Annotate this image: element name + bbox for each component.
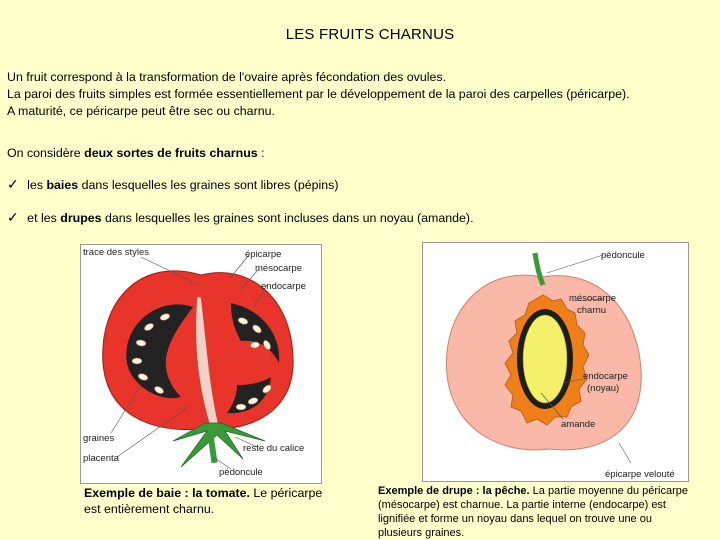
tomato-illustration (81, 245, 321, 483)
tomato-label-pedoncule: pédoncule (219, 467, 263, 478)
peach-label-epicarpe: épicarpe velouté (605, 469, 675, 480)
peach-label-amande: amande (561, 419, 596, 430)
tomato-label-endocarpe: endocarpe (261, 281, 306, 292)
peach-almond (523, 315, 567, 403)
peach-caption-rest: La partie moyenne du péricarpe (mésocarpe) est charnue. La partie interne (endocarpe) est lignifiée et forme un noyau dans lequel on trouve une ou plusieurs graines. (378, 485, 688, 539)
check-icon: ✓ (7, 209, 19, 225)
tomato-label-mesocarpe: mésocarpe (255, 263, 302, 274)
tomato-figure (80, 244, 322, 484)
bullet-bold: baies (46, 178, 79, 192)
peach-label-pedoncule: pédoncule (601, 250, 645, 261)
check-icon: ✓ (7, 176, 19, 192)
consider-before: On considère (7, 146, 85, 160)
peach-label-endocarpe: endocarpe (583, 371, 628, 382)
peach-caption (378, 484, 698, 540)
page-title: LES FRUITS CHARNUS (285, 26, 455, 43)
peach-label-charnu: charnu (577, 305, 607, 316)
consider-bold: deux sortes de fruits charnus (84, 146, 258, 160)
intro-line-1: Un fruit correspond à la transformation de l'ovaire après fécondation des ovules. (7, 70, 447, 84)
tomato-label-epicarpe: épicarpe (245, 249, 282, 260)
intro-paragraph (7, 69, 717, 120)
bullet-text: et les (23, 211, 61, 225)
tomato-label-graines: graines (83, 433, 115, 444)
consider-after: : (257, 146, 265, 160)
tomato-label-calice: reste du calice (243, 443, 305, 454)
consider-line (7, 146, 265, 160)
peach-caption-bold: Exemple de drupe : la pêche. (378, 485, 530, 497)
tomato-caption-bold: Exemple de baie : la tomate. (84, 486, 250, 500)
intro-line-2: La paroi des fruits simples est formée essentiellement par le développement de la paroi des carpelles (péricarpe). (7, 87, 630, 101)
intro-line-3: A maturité, ce péricarpe peut être sec ou charnu. (7, 104, 275, 118)
tomato-label-placenta: placenta (83, 453, 119, 464)
peach-label-noyau: (noyau) (587, 383, 620, 394)
bullet-bold: drupes (60, 211, 102, 225)
bullet-drupes (7, 209, 474, 226)
tomato-label-styles: trace des styles (83, 247, 149, 258)
peach-label-mesocarpe: mésocarpe (569, 293, 616, 304)
bullet-baies (7, 176, 339, 193)
bullet-text: dans lesquelles les graines sont libres (pépins) (78, 178, 339, 192)
tomato-caption (84, 485, 324, 517)
bullet-text: dans lesquelles les graines sont incluses dans un noyau (amande). (101, 211, 474, 225)
bullet-text: les (23, 178, 47, 192)
peach-illustration (423, 243, 688, 481)
tomato-caption-rest: Le péricarpe est entièrement charnu. (84, 486, 323, 516)
peach-figure (422, 242, 689, 482)
